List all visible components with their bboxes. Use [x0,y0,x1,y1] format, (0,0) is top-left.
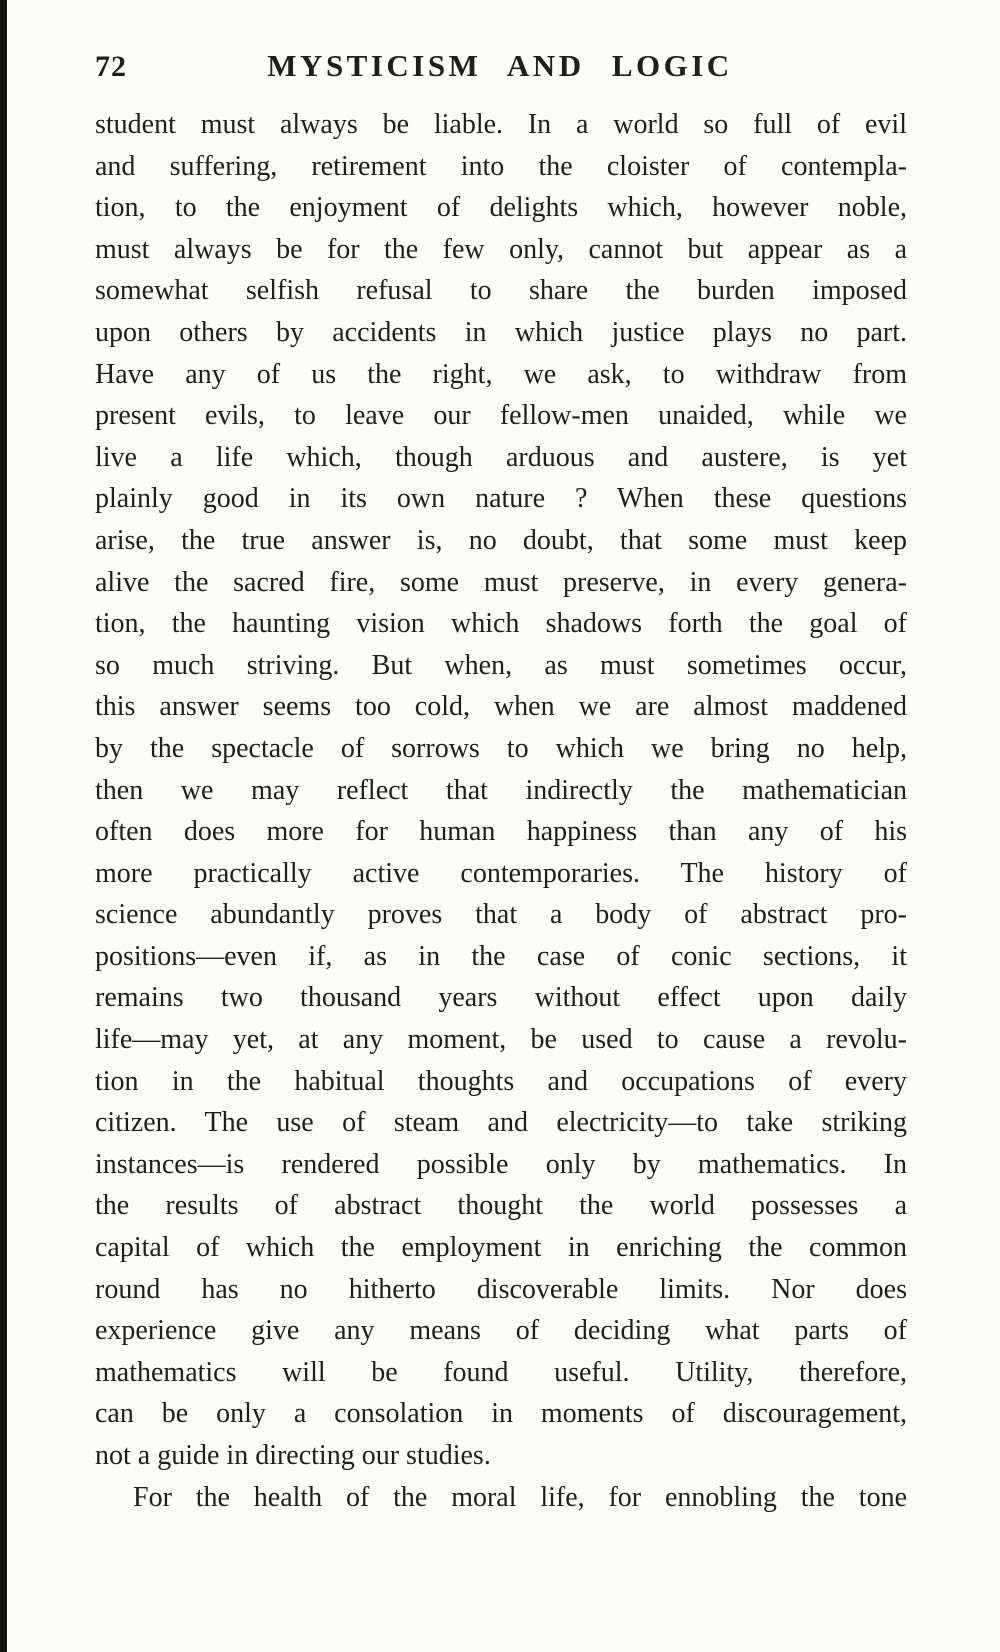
text-line: life—may yet, at any moment, be used to cause a revolu- [95,1024,907,1056]
text-line: arise, the true answer is, no doubt, that some must keep [95,524,907,556]
text-line: the results of abstract thought the world possesses a [95,1190,907,1222]
text-line: alive the sacred fire, some must preserve, in every genera- [95,566,907,598]
text-line: Have any of us the right, we ask, to withdraw from [95,358,907,390]
text-block [95,104,907,1518]
text-line: remains two thousand years without effect upon daily [95,982,907,1014]
text-line: not a guide in directing our studies. [95,1440,491,1471]
text-line: this answer seems too cold, when we are almost maddened [95,691,907,723]
text-line: present evils, to leave our fellow-men unaided, while we [95,400,907,432]
text-line: capital of which the employment in enriching the common [95,1232,907,1264]
text-line: more practically active contemporaries. The history of [95,857,907,889]
text-line: plainly good in its own nature ? When these questions [95,483,907,515]
text-line: tion, the haunting vision which shadows forth the goal of [95,608,907,640]
text-line: instances—is rendered possible only by mathematics. In [95,1148,907,1180]
text-line: tion, to the enjoyment of delights which, however noble, [95,192,907,224]
text-line: can be only a consolation in moments of discouragement, [95,1398,907,1430]
text-line: student must always be liable. In a world so full of evil [95,109,907,140]
text-line: then we may reflect that indirectly the mathematician [95,774,907,806]
text-line: mathematics will be found useful. Utility, therefore, [95,1356,907,1388]
text-line: For the health of the moral life, for ennobling the tone [133,1481,907,1513]
text-line: and suffering, retirement into the cloister of contempla- [95,150,907,182]
text-line: science abundantly proves that a body of abstract pro- [95,899,907,931]
page-header [95,48,905,90]
text-line: tion in the habitual thoughts and occupations of every [95,1065,907,1097]
text-line: often does more for human happiness than any of his [95,816,907,848]
running-title: MYSTICISM AND LOGIC [267,48,733,83]
text-line: so much striving. But when, as must sometimes occur, [95,649,907,681]
page-number: 72 [95,50,127,83]
text-line: somewhat selfish refusal to share the burden imposed [95,275,907,307]
text-line: live a life which, though arduous and austere, is yet [95,441,907,473]
text-line: citizen. The use of steam and electricity—to take striking [95,1107,907,1139]
text-line: by the spectacle of sorrows to which we bring no help, [95,732,907,764]
text-line: upon others by accidents in which justice plays no part. [95,316,907,348]
scan-gutter-edge [0,0,7,1652]
text-line: positions—even if, as in the case of conic sections, it [95,940,907,972]
text-line: experience give any means of deciding what parts of [95,1315,907,1347]
text-line: must always be for the few only, cannot but appear as a [95,233,907,265]
text-line: round has no hitherto discoverable limits. Nor does [95,1273,907,1305]
